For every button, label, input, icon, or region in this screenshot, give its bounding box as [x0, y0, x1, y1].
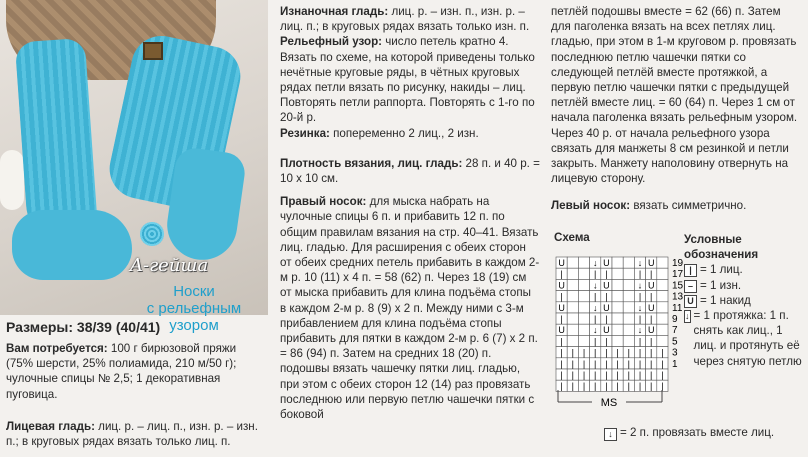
yarn-ball-image	[140, 222, 164, 246]
chart-cell	[567, 279, 578, 290]
chart-cell	[623, 257, 634, 268]
chart-symbol: U	[558, 325, 565, 336]
gauge-label: Плотность вязания, лиц. гладь:	[280, 156, 463, 170]
chart-symbol: |	[650, 336, 653, 347]
left-sock-paragraph	[551, 198, 803, 213]
chart-symbol: |	[627, 381, 630, 392]
chart-symbol: |	[650, 358, 653, 369]
chart-cell	[567, 313, 578, 324]
chart-cell	[657, 302, 668, 313]
rib-text: попеременно 2 лиц., 2 изн.	[329, 126, 479, 140]
chart-cell	[623, 291, 634, 302]
chart-symbol: ↓	[592, 302, 598, 313]
chart-cell	[612, 268, 623, 279]
chart-symbol: |	[627, 358, 630, 369]
chart-symbol: |	[638, 314, 642, 324]
chart-symbol: |	[560, 381, 563, 392]
legend-text: = 1 лиц.	[700, 263, 743, 277]
chart-cell	[657, 291, 668, 302]
chart-symbol: U	[603, 325, 610, 336]
chart-cell	[657, 335, 668, 346]
reverse-label: Изнаночная гладь:	[280, 5, 389, 18]
chart-symbol: |	[650, 347, 653, 358]
chart-cell	[612, 335, 623, 346]
chart-symbol: |	[594, 370, 597, 380]
chart-symbol: U	[603, 258, 610, 268]
stockinette-paragraph	[6, 419, 258, 449]
chart-symbol: |	[616, 358, 619, 369]
chart-cell	[657, 324, 668, 335]
chart-symbol: |	[616, 381, 619, 392]
slip-pass-symbol-icon: ↓	[685, 311, 690, 322]
legend-item	[684, 262, 804, 277]
right-sock-text: для мыска набрать на чулочные спицы 6 п. и прибавить 12 п. по общим правилам вязания на стр. 40–41. Вязать лиц. гладью. Для расширения с обеих сторон от обеих средних петель прибавить в каждом 2-м р. 10 (11) х 4 п. = 58 (62) п. Через 18 (19) см от мыска прибавить для клина подъёма стопы в каждом 2-м р. 8 (9) х 2 п. Между ними с 3-м прибавлением для клина подъёма стопы прибавить для пятки в каждом 2-м р. 6 (7) х 2 п. = 86 (94) п. Затем на средних 18 (20) п. подошвы вязать чашечку пятки лиц. гладью, при этом с обеих сторон 12 (14) раз провязать последнюю или первую петлю чашечки пятки с боковой	[280, 195, 540, 422]
chart-cell	[623, 302, 634, 313]
stockinette-label: Лицевая гладь:	[6, 420, 95, 433]
chart-symbol: |	[661, 381, 664, 392]
chart-symbol: ↓	[637, 280, 643, 291]
chart-cell	[567, 257, 578, 268]
legend	[684, 232, 804, 369]
chart-symbol: U	[603, 280, 610, 291]
chart-symbol: |	[605, 314, 608, 324]
title-line-1: Носки	[173, 283, 215, 300]
chart-symbol: ↓	[592, 258, 598, 268]
chart-symbol: ↓	[592, 280, 598, 291]
chart-symbol: |	[650, 314, 653, 324]
chart-symbol: |	[661, 347, 664, 358]
materials-label: Вам потребуется:	[6, 342, 108, 355]
chart-symbol: |	[605, 381, 608, 392]
right-sock-label: Правый носок:	[280, 195, 367, 209]
chart-symbol: |	[571, 358, 574, 369]
legend-title: Условные обозначения	[684, 233, 759, 262]
chart-symbol: |	[594, 269, 597, 280]
row-number: 9	[672, 314, 678, 325]
chart-cell	[612, 302, 623, 313]
chart-symbol: |	[594, 336, 597, 347]
materials-paragraph	[6, 341, 258, 402]
chart-symbol: |	[594, 358, 597, 369]
chart-symbol: |	[616, 370, 619, 380]
watermark: A-гейша	[130, 255, 209, 276]
chart-cell	[612, 279, 623, 290]
chart-cell	[657, 257, 668, 268]
chart-cell	[623, 268, 634, 279]
rib-label: Резинка:	[280, 126, 330, 140]
chart-symbol: |	[605, 358, 608, 369]
chart-symbol: |	[605, 370, 608, 380]
relief-label: Рельефный узор:	[280, 35, 383, 49]
chart-cell	[578, 324, 589, 335]
row-number: 15	[672, 280, 684, 292]
row-number: 5	[672, 336, 678, 348]
chart-symbol: |	[594, 314, 597, 324]
chart-cell	[657, 313, 668, 324]
chart-symbol: U	[558, 302, 565, 313]
chart-cell	[578, 257, 589, 268]
legend-item	[684, 278, 804, 293]
row-number: 7	[672, 325, 678, 337]
chart-symbol: ↓	[637, 325, 643, 336]
yarn-over-symbol-icon: U	[684, 295, 697, 308]
chart-cell	[623, 279, 634, 290]
chart-symbol: |	[661, 358, 664, 369]
chart-symbol: |	[594, 347, 597, 358]
continuation-paragraph: петлёй подошвы вместе = 62 (66) п. Затем для паголенка вязать на всех петлях лиц. гладью, при этом в 1-м круговом р. провязать последнюю петлю чашечки пятки со следующей петлёй вместе протяжкой, а первую петлю чашечки пятки с предыдущей петлёй вместе лиц. = 60 (64) п. Через 1 см от начала паголенка вязать рельефным узором. Через 40 р. от начала рельефного узора связать для манжеты 8 см резинкой и петли закрыть. Манжету наполовину отвернуть на лицевую сторону.	[551, 5, 798, 186]
chart-symbol: U	[558, 258, 565, 268]
knitting-chart	[554, 257, 684, 417]
chart-symbol: U	[647, 302, 655, 313]
row-number: 13	[672, 291, 684, 303]
chart-cell	[578, 268, 589, 279]
chart-symbol: |	[650, 291, 653, 302]
chart-symbol: U	[647, 325, 655, 336]
chart-symbol: |	[661, 370, 664, 380]
chart-cell	[612, 291, 623, 302]
left-sock-text: вязать симметрично.	[630, 199, 747, 213]
chart-symbol: ↓	[637, 258, 643, 268]
chart-symbol: U	[603, 302, 610, 313]
chart-symbol: U	[647, 258, 655, 268]
chart-cell	[657, 268, 668, 279]
chart-symbol: ↓	[592, 325, 598, 336]
chart-symbol: |	[638, 381, 642, 392]
chart-symbol: |	[582, 381, 586, 392]
chart-symbol: ↓	[637, 302, 643, 313]
sock-left-foot-image	[12, 210, 132, 280]
chart-symbol: |	[638, 336, 642, 347]
chart-symbol: U	[647, 280, 655, 291]
chart-symbol: |	[582, 358, 586, 369]
sock-right-foot-image	[163, 146, 248, 265]
chart-symbol: |	[605, 336, 608, 347]
chart-symbol: |	[638, 291, 642, 302]
row-number: 17	[672, 269, 684, 281]
title-line-2: с рельефным узором	[146, 300, 242, 334]
chart-symbol: |	[638, 358, 642, 369]
relief-paragraph	[280, 34, 540, 125]
left-sock-label: Левый носок:	[551, 199, 631, 213]
row-number: 19	[672, 258, 684, 269]
chart-cell	[612, 257, 623, 268]
legend-text: = 1 накид	[700, 293, 751, 307]
chart-symbol: |	[560, 370, 563, 380]
chart-cell	[612, 313, 623, 324]
right-sock-paragraph	[280, 194, 540, 422]
chart-symbol: |	[650, 381, 653, 392]
chart-cell	[567, 268, 578, 279]
chart-symbol: |	[650, 370, 653, 380]
footnote	[604, 426, 774, 441]
materials-text: 100 г бирюзовой пряжи (75% шерсти, 25% полиамида, 210 м/50 г); чулочные спицы № 2,5; 1 декоративная пуговица.	[6, 342, 237, 401]
chart-symbol: |	[650, 269, 653, 280]
reverse-paragraph	[280, 4, 540, 34]
chart-symbol: |	[582, 370, 586, 380]
chart-cell	[657, 279, 668, 290]
chart-symbol: |	[560, 314, 563, 324]
ms-label: MS	[600, 397, 618, 409]
chart-grid	[556, 257, 668, 391]
row-number: 1	[672, 358, 678, 370]
reverse-text: лиц. р. – изн. п., изн. р. – лиц. п.; в круговых рядах вязать только изн. п.	[280, 5, 530, 34]
relief-text: число петель кратно 4. Вязать по схеме, на которой приведены только нечётные круговые ряды, в чётных круговых рядах петли вязать по рисунку, накиды – лиц. Повторять петли раппорта. Повторять с 1-го по 20-й р.	[280, 35, 535, 125]
footnote-text: = 2 п. провязать вместе лиц.	[620, 426, 775, 439]
chart-symbol: |	[627, 347, 630, 358]
chart-symbol: |	[560, 336, 563, 347]
chart-cell	[578, 302, 589, 313]
chart-symbol: |	[638, 347, 642, 358]
chart-cell	[612, 324, 623, 335]
chart-symbol: |	[560, 347, 563, 358]
k2tog-symbol-icon: ↓	[604, 428, 617, 441]
chart-symbol: |	[571, 370, 574, 380]
chart-symbol: |	[616, 347, 619, 358]
knit-symbol-icon: |	[684, 264, 697, 277]
chart-symbol: |	[560, 358, 563, 369]
chart-symbol: |	[638, 370, 642, 380]
chart-cell	[578, 335, 589, 346]
legend-text: = 1 изн.	[700, 278, 742, 292]
chart-cell	[578, 291, 589, 302]
purl-symbol-icon: –	[684, 280, 697, 293]
schema-label: Схема	[554, 231, 590, 244]
chart-cell	[567, 324, 578, 335]
chart-symbol: |	[594, 381, 597, 392]
chart-cell	[623, 313, 634, 324]
chart-symbol: |	[627, 370, 630, 380]
chart-cell	[578, 279, 589, 290]
chart-cell	[623, 335, 634, 346]
chart-symbol: |	[571, 381, 574, 392]
gauge-text: 28 п. и 40 р. = 10 х 10 см.	[280, 156, 540, 186]
chart-symbol: |	[594, 291, 597, 302]
rib-paragraph	[280, 126, 540, 141]
legend-item	[684, 293, 804, 308]
chart-symbol: |	[605, 347, 608, 358]
row-number: 11	[672, 302, 683, 314]
chart-cell	[567, 335, 578, 346]
column-right	[551, 4, 803, 214]
column-middle	[280, 4, 540, 422]
chart-symbol: |	[605, 269, 608, 280]
legend-text: = 1 протяжка: 1 п. снять как лиц., 1 лиц. и протянуть её через снятую петлю	[693, 309, 802, 368]
toy-decoration	[0, 150, 24, 210]
row-number: 3	[672, 347, 678, 359]
chart-symbol: |	[560, 269, 563, 280]
chart-symbol: |	[560, 291, 563, 302]
chart-symbol: |	[582, 347, 586, 358]
stockinette-text: лиц. р. – лиц. п., изн. р. – изн. п.; в круговых рядах вязать только лиц. п.	[6, 420, 258, 449]
chart-symbol: |	[638, 269, 642, 280]
sizes-heading: Размеры: 38/39 (40/41)	[6, 319, 161, 335]
chart-row-numbers	[672, 258, 684, 370]
chart-cell	[578, 313, 589, 324]
gauge-paragraph	[280, 156, 540, 186]
chart-cell	[567, 302, 578, 313]
chart-symbol: |	[605, 291, 608, 302]
chart-cell	[567, 291, 578, 302]
button-decoration	[143, 42, 163, 60]
chart-symbol: |	[571, 347, 574, 358]
chart-cell	[623, 324, 634, 335]
chart-symbol: U	[558, 280, 565, 291]
legend-item	[684, 308, 804, 369]
